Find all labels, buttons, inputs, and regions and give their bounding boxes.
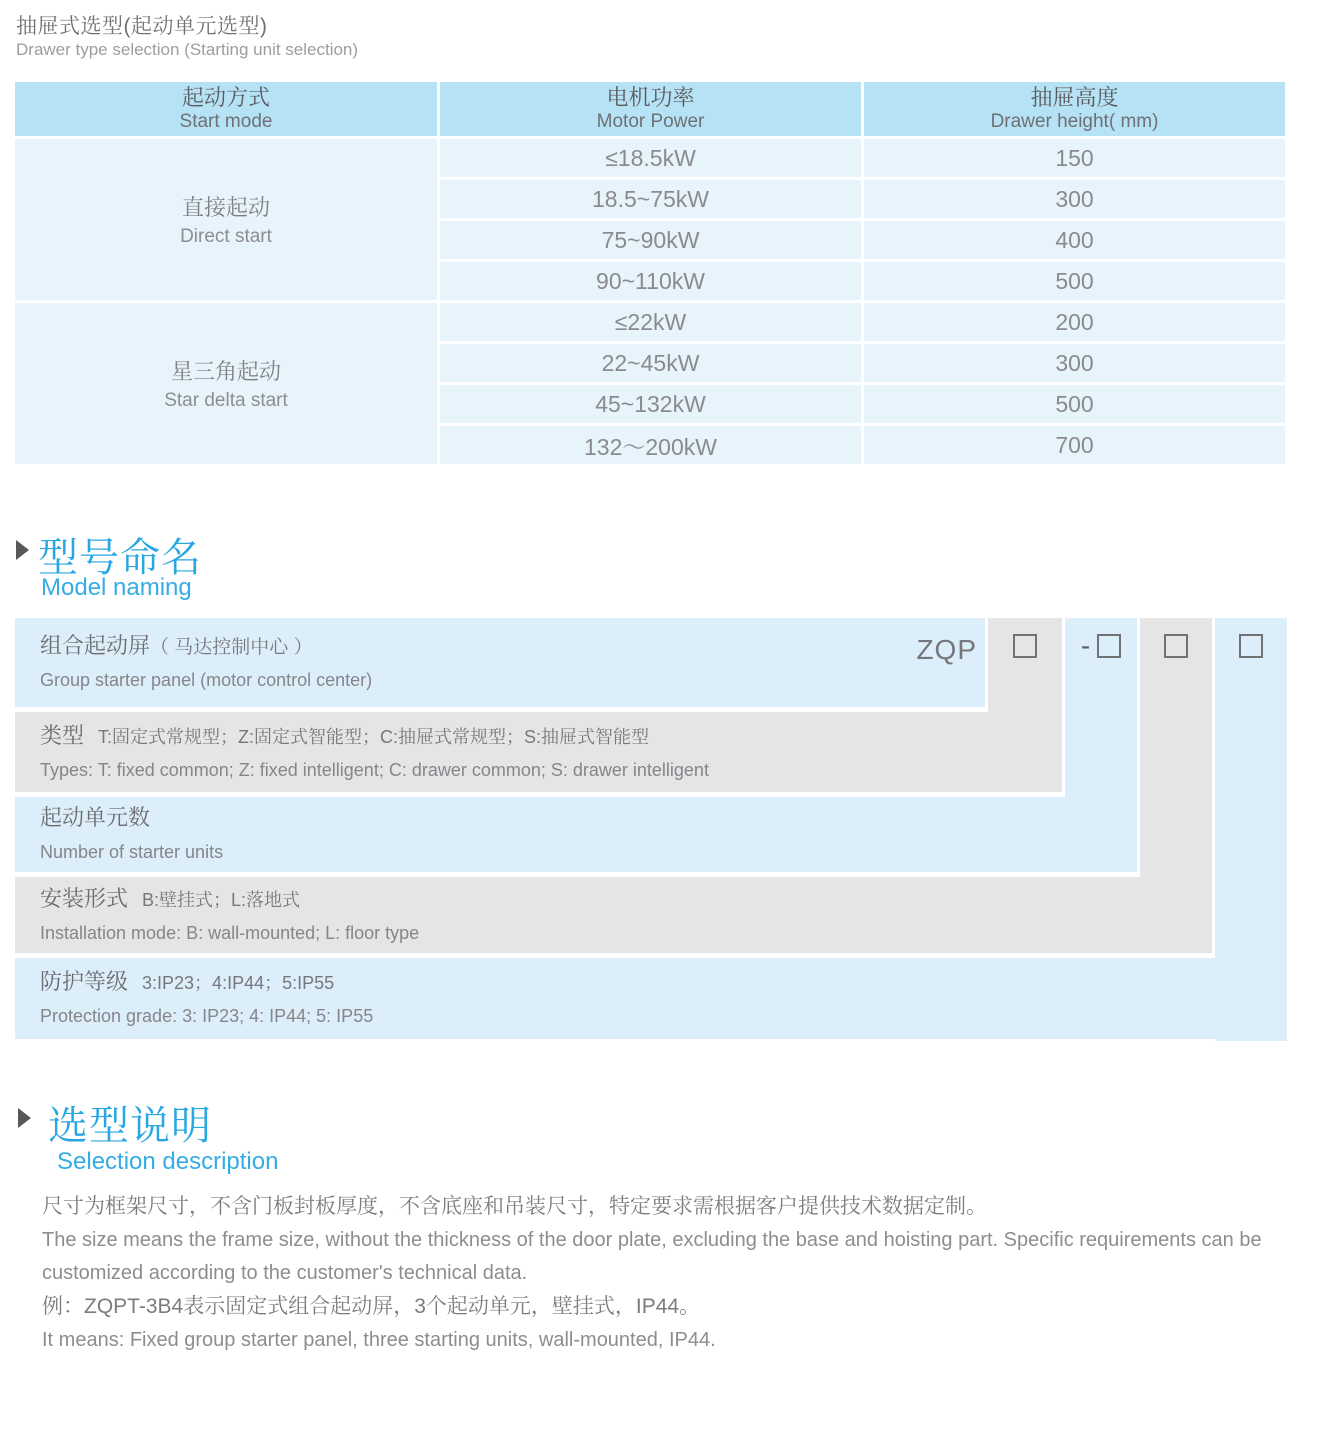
naming-row-protection-grade xyxy=(15,958,1287,1039)
height-cell: 500 xyxy=(864,385,1285,423)
selection-table xyxy=(15,82,1285,464)
naming-row-desc-cn: 3:IP23；4:IP44；5:IP55 xyxy=(142,973,335,993)
section-arrow-icon xyxy=(16,540,29,560)
column-header-cn: 电机功率 xyxy=(606,85,695,110)
height-cell: 150 xyxy=(864,139,1285,177)
code-column-protection xyxy=(1215,618,1287,1041)
power-cell: 90~110kW xyxy=(440,262,861,300)
power-cell: 45~132kW xyxy=(440,385,861,423)
code-box-icon xyxy=(1097,634,1121,658)
description-line: It means: Fixed group starter panel, three starting units, wall-mounted, IP44. xyxy=(42,1329,716,1351)
column-header-motor-power xyxy=(440,82,861,136)
description-line: customized according to the customer's technical data. xyxy=(42,1262,528,1284)
selection-description-subtitle: Selection description xyxy=(57,1148,279,1175)
power-cell: ≤18.5kW xyxy=(440,139,861,177)
naming-row-label-cn: 防护等级 xyxy=(40,969,129,994)
naming-row-label-cn: 类型 xyxy=(40,722,85,748)
naming-row-label-en: Number of starter units xyxy=(40,842,224,862)
height-cell: 700 xyxy=(864,426,1285,464)
code-column-units xyxy=(1065,618,1137,872)
height-cell: 400 xyxy=(864,221,1285,259)
section-arrow-icon xyxy=(18,1108,31,1128)
start-mode-cn: 直接起动 xyxy=(181,195,270,220)
selection-description-title: 选型说明 xyxy=(48,1104,212,1148)
start-mode-en: Star delta start xyxy=(164,390,288,411)
column-header-en: Start mode xyxy=(179,111,273,132)
column-header-drawer-height xyxy=(864,82,1285,136)
naming-row-label-en: Types: T: fixed common; Z: fixed intelligent; C: drawer common; S: drawer intelligent xyxy=(40,759,709,780)
description-line: 例：ZQPT-3B4表示固定式组合起动屏，3个起动单元，壁挂式，IP44。 xyxy=(42,1295,701,1318)
naming-row-note-cn: （ 马达控制中心 ） xyxy=(150,637,313,658)
naming-row-desc-cn: T:固定式常规型；Z:固定式智能型；C:抽屉式常规型；S:抽屉式智能型 xyxy=(98,726,650,747)
power-cell: 18.5~75kW xyxy=(440,180,861,218)
code-column-installation xyxy=(1140,618,1212,952)
height-cell: 200 xyxy=(864,303,1285,341)
description-line: The size means the frame size, without the thickness of the door plate, excluding the base and hoisting part. Specific requirements can be xyxy=(42,1229,1262,1251)
height-cell: 300 xyxy=(864,344,1285,382)
power-cell: ≤22kW xyxy=(440,303,861,341)
column-header-en: Motor Power xyxy=(596,111,705,132)
column-header-cn: 抽屉高度 xyxy=(1030,85,1119,110)
naming-row-label-en: Group starter panel (motor control center) xyxy=(40,670,373,690)
code-box-icon xyxy=(1164,634,1188,658)
code-prefix: ZQP xyxy=(916,634,977,665)
column-header-en: Drawer height( mm) xyxy=(990,111,1159,132)
start-mode-cell-star-delta xyxy=(15,303,437,464)
start-mode-cell-direct-start xyxy=(15,139,437,300)
selection-description-text xyxy=(42,1190,1294,1357)
model-naming-title: 型号命名 xyxy=(38,536,202,580)
power-cell: 132～200kW xyxy=(440,426,861,464)
naming-row-label-en: Protection grade: 3: IP23; 4: IP44; 5: IP55 xyxy=(40,1006,374,1026)
naming-row-installation-mode xyxy=(15,877,1212,953)
code-separator: - xyxy=(1080,630,1091,661)
naming-row-label-en: Installation mode: B: wall-mounted; L: floor type xyxy=(40,922,420,943)
model-naming-subtitle: Model naming xyxy=(41,574,192,601)
naming-row-desc-cn: B:壁挂式；L:落地式 xyxy=(142,889,301,910)
naming-row-types xyxy=(15,712,1062,792)
model-naming-diagram xyxy=(15,616,1287,1039)
height-cell: 300 xyxy=(864,180,1285,218)
column-header-start-mode xyxy=(15,82,437,136)
naming-row-label-cn: 起动单元数 xyxy=(40,805,151,830)
naming-row-label-cn: 安装形式 xyxy=(40,885,129,911)
naming-row-starter-units xyxy=(15,797,1137,872)
page-title: 抽屉式选型(起动单元选型) xyxy=(16,15,268,38)
start-mode-cn: 星三角起动 xyxy=(170,359,281,384)
code-box-icon xyxy=(1013,634,1037,658)
code-column-type xyxy=(988,618,1062,792)
description-line: 尺寸为框架尺寸，不含门板封板厚度，不含底座和吊装尺寸，特定要求需根据客户提供技术数据定制。 xyxy=(42,1195,987,1218)
code-box-icon xyxy=(1239,634,1263,658)
column-header-cn: 起动方式 xyxy=(181,85,270,110)
power-cell: 22~45kW xyxy=(440,344,861,382)
naming-row-label-cn: 组合起动屏 xyxy=(40,633,151,658)
height-cell: 500 xyxy=(864,262,1285,300)
page-subtitle: Drawer type selection (Starting unit selection) xyxy=(16,40,359,59)
power-cell: 75~90kW xyxy=(440,221,861,259)
start-mode-en: Direct start xyxy=(180,226,272,247)
